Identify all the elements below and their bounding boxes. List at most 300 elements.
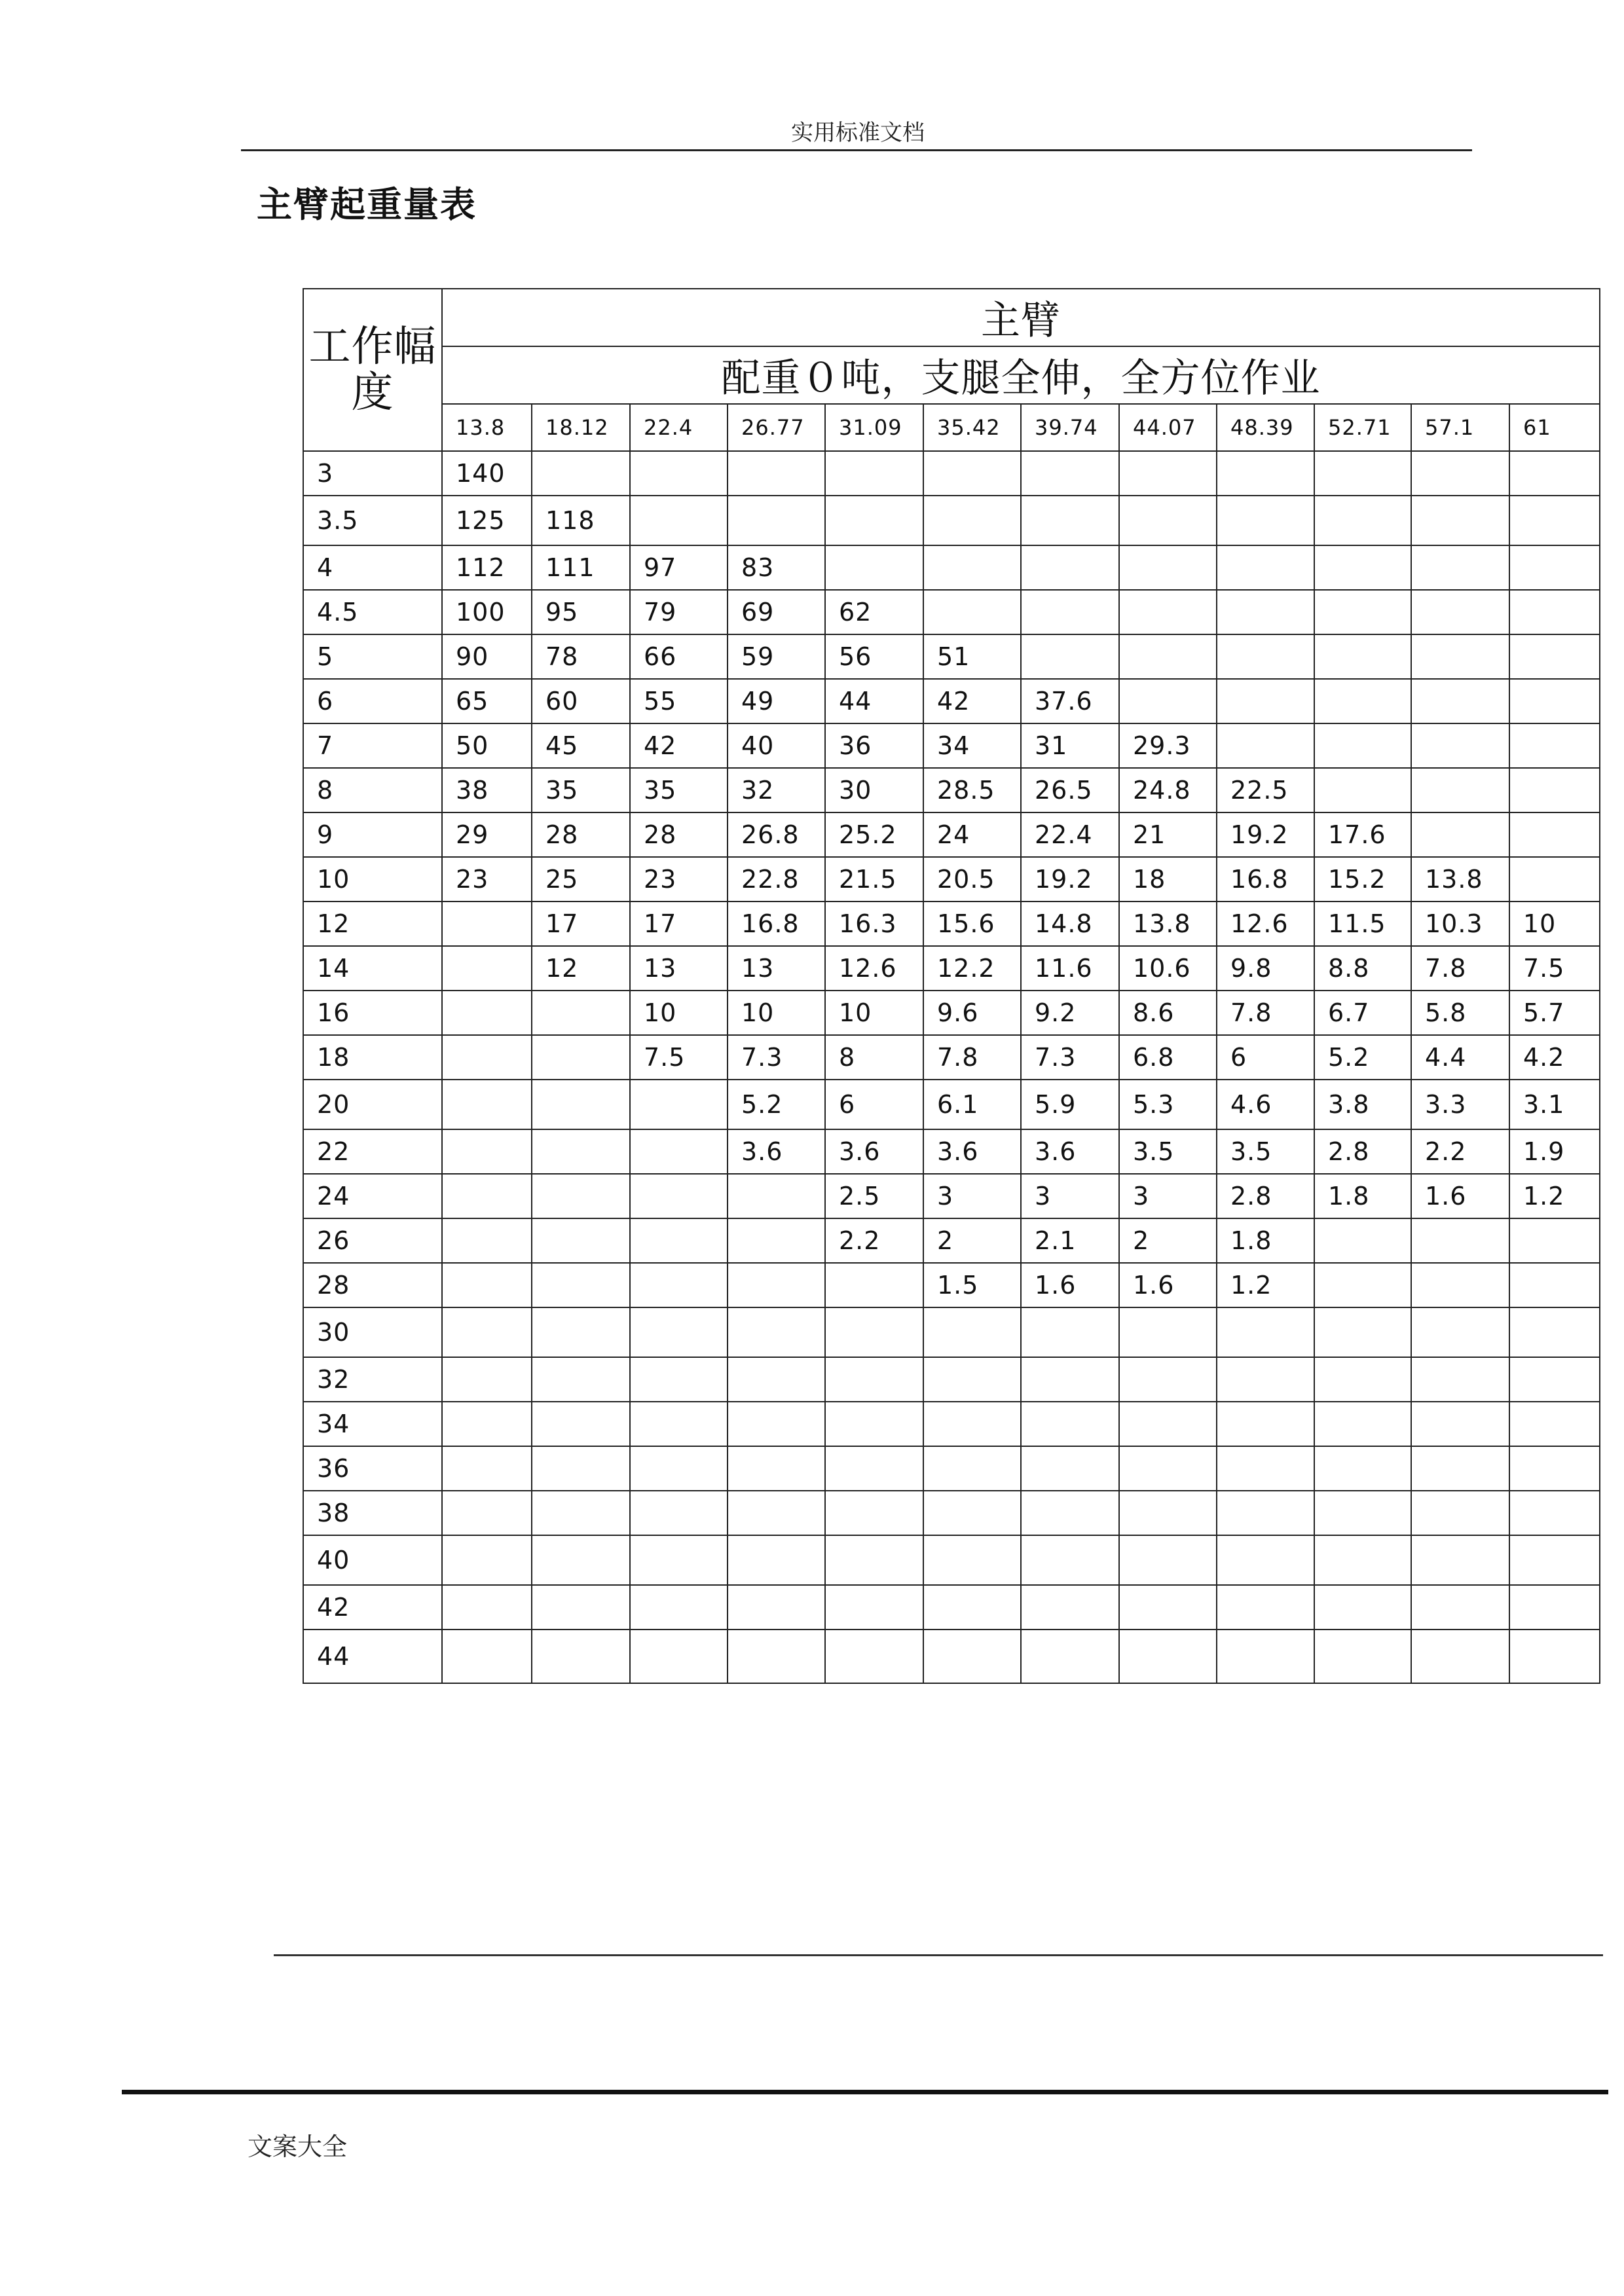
load-cell [1411, 1446, 1509, 1491]
load-cell [442, 1630, 532, 1683]
table-row [303, 1491, 1600, 1535]
load-cell [1021, 545, 1119, 590]
load-cell: 11.5 [1314, 902, 1411, 946]
load-cell [1509, 1218, 1600, 1263]
page-header: 实用标准文档 [791, 120, 925, 146]
load-cell: 35 [532, 768, 630, 812]
load-cell [1217, 1402, 1314, 1446]
load-cell: 111 [532, 545, 630, 590]
load-cell: 3.1 [1509, 1080, 1600, 1129]
load-cell [1119, 451, 1217, 496]
load-cell [630, 1402, 728, 1446]
radius-cell: 4 [303, 545, 442, 590]
load-cell: 10 [1509, 902, 1600, 946]
load-cell [1411, 451, 1509, 496]
load-cell: 29 [442, 812, 532, 857]
load-cell: 10.6 [1119, 946, 1217, 991]
boom-length-cell: 35.42 [923, 404, 1021, 451]
radius-cell: 44 [303, 1630, 442, 1683]
load-cell [1217, 1307, 1314, 1357]
load-cell: 37.6 [1021, 679, 1119, 723]
load-cell: 13 [630, 946, 728, 991]
load-cell [923, 1585, 1021, 1630]
load-cell [1509, 1357, 1600, 1402]
load-cell [442, 991, 532, 1035]
load-cell [1119, 634, 1217, 679]
radius-cell: 34 [303, 1402, 442, 1446]
boom-length-cell: 52.71 [1314, 404, 1411, 451]
document-title: 主臂起重量表 [257, 184, 477, 225]
load-cell [728, 1535, 825, 1585]
load-cell: 29.3 [1119, 723, 1217, 768]
load-cell: 12.6 [825, 946, 923, 991]
load-cell [532, 1585, 630, 1630]
load-cell [923, 1630, 1021, 1683]
load-cell: 18 [1119, 857, 1217, 902]
load-cell: 3.6 [923, 1129, 1021, 1174]
load-cell [532, 1263, 630, 1307]
load-cell: 3.5 [1217, 1129, 1314, 1174]
load-cell [1119, 1446, 1217, 1491]
load-cell [532, 1129, 630, 1174]
load-cell: 55 [630, 679, 728, 723]
boom-header: 主臂 [442, 289, 1600, 346]
load-cell [1217, 1630, 1314, 1683]
load-cell [825, 545, 923, 590]
load-cell: 100 [442, 590, 532, 634]
load-cell [1119, 1585, 1217, 1630]
load-cell: 112 [442, 545, 532, 590]
load-cell: 36 [825, 723, 923, 768]
load-cell: 10.3 [1411, 902, 1509, 946]
load-cell [442, 1535, 532, 1585]
load-cell [1021, 496, 1119, 545]
load-cell [442, 1174, 532, 1218]
radius-cell: 18 [303, 1035, 442, 1080]
radius-cell: 32 [303, 1357, 442, 1402]
load-cell [532, 1491, 630, 1535]
load-cell [1509, 857, 1600, 902]
load-cell: 17 [630, 902, 728, 946]
load-cell [630, 496, 728, 545]
load-cell [532, 1402, 630, 1446]
load-cell: 22.8 [728, 857, 825, 902]
load-cell: 28.5 [923, 768, 1021, 812]
load-cell: 14.8 [1021, 902, 1119, 946]
load-cell: 2 [1119, 1218, 1217, 1263]
load-cell: 16.8 [1217, 857, 1314, 902]
load-cell: 97 [630, 545, 728, 590]
load-cell: 6 [1217, 1035, 1314, 1080]
load-cell [1509, 679, 1600, 723]
load-cell: 1.8 [1217, 1218, 1314, 1263]
load-cell [923, 1446, 1021, 1491]
load-cell: 45 [532, 723, 630, 768]
load-cell [1314, 451, 1411, 496]
load-cell: 125 [442, 496, 532, 545]
load-cell: 10 [728, 991, 825, 1035]
load-cell: 10 [630, 991, 728, 1035]
load-cell [1314, 634, 1411, 679]
load-cell [1314, 1491, 1411, 1535]
load-cell [1217, 1357, 1314, 1402]
load-cell: 95 [532, 590, 630, 634]
load-cell [1509, 451, 1600, 496]
load-cell [442, 946, 532, 991]
load-cell [728, 1585, 825, 1630]
load-cell [923, 590, 1021, 634]
load-cell: 66 [630, 634, 728, 679]
table-row [303, 857, 1600, 902]
load-cell [825, 1585, 923, 1630]
load-cell [532, 1218, 630, 1263]
load-cell [1411, 723, 1509, 768]
load-cell [1021, 634, 1119, 679]
load-cell [630, 1263, 728, 1307]
load-cell [728, 1491, 825, 1535]
load-cell [1119, 545, 1217, 590]
load-cell [442, 1402, 532, 1446]
load-cell: 60 [532, 679, 630, 723]
load-cell: 42 [923, 679, 1021, 723]
load-cell [1314, 723, 1411, 768]
load-cell [1509, 545, 1600, 590]
load-cell: 3 [923, 1174, 1021, 1218]
load-cell: 50 [442, 723, 532, 768]
load-cell: 21 [1119, 812, 1217, 857]
boom-length-row [303, 404, 1600, 451]
load-cell [442, 1080, 532, 1129]
boom-length-cell: 22.4 [630, 404, 728, 451]
radius-header-text: 工作幅度 [308, 323, 437, 417]
load-cell [1021, 590, 1119, 634]
load-cell: 2.5 [825, 1174, 923, 1218]
load-cell: 1.5 [923, 1263, 1021, 1307]
table-row [303, 451, 1600, 496]
load-cell: 3.3 [1411, 1080, 1509, 1129]
load-cell [1314, 545, 1411, 590]
load-cell [1119, 1535, 1217, 1585]
load-cell [1509, 1491, 1600, 1535]
radius-cell: 42 [303, 1585, 442, 1630]
radius-cell: 20 [303, 1080, 442, 1129]
load-cell [1314, 768, 1411, 812]
load-cell [825, 1402, 923, 1446]
table-row [303, 768, 1600, 812]
load-cell [923, 496, 1021, 545]
table-row [303, 991, 1600, 1035]
radius-cell: 28 [303, 1263, 442, 1307]
load-cell [1509, 723, 1600, 768]
load-cell [728, 496, 825, 545]
load-cell: 9.2 [1021, 991, 1119, 1035]
load-cell [1411, 679, 1509, 723]
load-cell: 16.3 [825, 902, 923, 946]
load-cell [532, 991, 630, 1035]
table-row [303, 902, 1600, 946]
load-cell [728, 1402, 825, 1446]
load-cell: 1.2 [1509, 1174, 1600, 1218]
load-cell [728, 1357, 825, 1402]
load-cell: 2.2 [1411, 1129, 1509, 1174]
load-cell: 17.6 [1314, 812, 1411, 857]
load-cell [1509, 496, 1600, 545]
load-cell [1509, 1446, 1600, 1491]
load-cell [1314, 1307, 1411, 1357]
radius-cell: 12 [303, 902, 442, 946]
load-cell [1314, 1263, 1411, 1307]
load-cell [923, 545, 1021, 590]
load-cell: 5.2 [728, 1080, 825, 1129]
radius-cell: 9 [303, 812, 442, 857]
load-cell [923, 451, 1021, 496]
table-row [303, 1630, 1600, 1683]
table-row [303, 634, 1600, 679]
load-cell [1411, 1630, 1509, 1683]
load-cell [1217, 679, 1314, 723]
table-row [303, 1307, 1600, 1357]
load-cell [1217, 496, 1314, 545]
table-row [303, 496, 1600, 545]
load-cell [1021, 451, 1119, 496]
table-row [303, 1174, 1600, 1218]
radius-cell: 16 [303, 991, 442, 1035]
boom-length-cell: 57.1 [1411, 404, 1509, 451]
radius-cell: 3 [303, 451, 442, 496]
load-cell [1509, 1585, 1600, 1630]
load-cell: 8.8 [1314, 946, 1411, 991]
load-cell [1119, 1491, 1217, 1535]
boom-length-cell: 31.09 [825, 404, 923, 451]
load-cell: 6 [825, 1080, 923, 1129]
radius-cell: 24 [303, 1174, 442, 1218]
load-cell [1509, 812, 1600, 857]
load-cell: 5.2 [1314, 1035, 1411, 1080]
load-cell: 2.8 [1217, 1174, 1314, 1218]
load-cell: 51 [923, 634, 1021, 679]
load-cell: 3.8 [1314, 1080, 1411, 1129]
load-cell [532, 1080, 630, 1129]
load-cell [630, 1535, 728, 1585]
load-cell [1314, 1535, 1411, 1585]
load-cell [1509, 1402, 1600, 1446]
load-cell: 13.8 [1119, 902, 1217, 946]
load-cell [1314, 679, 1411, 723]
load-cell: 24.8 [1119, 768, 1217, 812]
load-cell [630, 1218, 728, 1263]
radius-cell: 36 [303, 1446, 442, 1491]
load-cell [1119, 1307, 1217, 1357]
radius-cell: 7 [303, 723, 442, 768]
radius-cell: 4.5 [303, 590, 442, 634]
load-cell: 1.2 [1217, 1263, 1314, 1307]
load-cell: 3 [1119, 1174, 1217, 1218]
load-cell [1314, 1585, 1411, 1630]
load-cell [1119, 1402, 1217, 1446]
load-cell [1411, 1585, 1509, 1630]
header-rule [241, 149, 1472, 151]
load-cell: 9.6 [923, 991, 1021, 1035]
radius-cell: 26 [303, 1218, 442, 1263]
load-cell: 15.6 [923, 902, 1021, 946]
load-cell: 12 [532, 946, 630, 991]
load-cell [630, 1446, 728, 1491]
load-cell: 19.2 [1021, 857, 1119, 902]
load-cell: 7.3 [1021, 1035, 1119, 1080]
load-cell [532, 1357, 630, 1402]
load-cell: 3.6 [825, 1129, 923, 1174]
load-cell [442, 1035, 532, 1080]
load-cell: 59 [728, 634, 825, 679]
load-cell [1021, 1357, 1119, 1402]
load-cell [532, 1307, 630, 1357]
load-cell: 11.6 [1021, 946, 1119, 991]
load-cell [1411, 590, 1509, 634]
footer-rule-upper [274, 1954, 1603, 1956]
load-cell: 26.8 [728, 812, 825, 857]
radius-header [303, 289, 442, 451]
load-cell: 10 [825, 991, 923, 1035]
load-cell [825, 496, 923, 545]
load-cell: 7.8 [1411, 946, 1509, 991]
load-cell [1119, 590, 1217, 634]
load-cell [1411, 1307, 1509, 1357]
load-cell: 90 [442, 634, 532, 679]
load-cell [1509, 1263, 1600, 1307]
load-cell: 26.5 [1021, 768, 1119, 812]
load-cell [1314, 1630, 1411, 1683]
load-cell: 34 [923, 723, 1021, 768]
load-cell: 1.6 [1119, 1263, 1217, 1307]
load-cell: 3.6 [1021, 1129, 1119, 1174]
load-cell: 3.6 [728, 1129, 825, 1174]
load-cell: 62 [825, 590, 923, 634]
load-cell [825, 1263, 923, 1307]
load-cell: 9.8 [1217, 946, 1314, 991]
table-row [303, 1080, 1600, 1129]
load-cell [442, 1218, 532, 1263]
load-cell: 17 [532, 902, 630, 946]
load-cell: 13 [728, 946, 825, 991]
load-cell [825, 1307, 923, 1357]
load-cell: 65 [442, 679, 532, 723]
radius-cell: 3.5 [303, 496, 442, 545]
radius-cell: 8 [303, 768, 442, 812]
load-cell [728, 1307, 825, 1357]
boom-length-cell: 48.39 [1217, 404, 1314, 451]
radius-cell: 38 [303, 1491, 442, 1535]
load-cell: 28 [532, 812, 630, 857]
load-cell: 69 [728, 590, 825, 634]
load-cell [1119, 679, 1217, 723]
load-cell [1217, 545, 1314, 590]
load-cell [923, 1307, 1021, 1357]
load-cell [1021, 1402, 1119, 1446]
load-chart-table [303, 288, 1600, 1684]
load-cell [442, 1446, 532, 1491]
load-cell [630, 1129, 728, 1174]
load-cell [728, 1218, 825, 1263]
load-cell: 22.4 [1021, 812, 1119, 857]
load-cell [442, 902, 532, 946]
load-cell [1411, 496, 1509, 545]
load-cell [1314, 1402, 1411, 1446]
load-cell: 5.7 [1509, 991, 1600, 1035]
load-cell [1314, 590, 1411, 634]
table-row [303, 1129, 1600, 1174]
load-cell [923, 1402, 1021, 1446]
radius-cell: 6 [303, 679, 442, 723]
table-row [303, 545, 1600, 590]
load-cell: 25.2 [825, 812, 923, 857]
load-cell [1021, 1585, 1119, 1630]
table-row [303, 1402, 1600, 1446]
load-cell: 49 [728, 679, 825, 723]
load-cell: 15.2 [1314, 857, 1411, 902]
load-cell: 56 [825, 634, 923, 679]
load-cell: 3 [1021, 1174, 1119, 1218]
load-cell [728, 1174, 825, 1218]
load-cell: 28 [630, 812, 728, 857]
load-cell: 7.3 [728, 1035, 825, 1080]
boom-length-cell: 18.12 [532, 404, 630, 451]
load-cell [630, 1174, 728, 1218]
load-cell [825, 1535, 923, 1585]
load-cell: 6.7 [1314, 991, 1411, 1035]
boom-length-cell: 13.8 [442, 404, 532, 451]
load-cell: 4.2 [1509, 1035, 1600, 1080]
load-cell [1509, 590, 1600, 634]
load-cell: 6.1 [923, 1080, 1021, 1129]
load-cell [1314, 1218, 1411, 1263]
load-cell [728, 1446, 825, 1491]
load-cell: 44 [825, 679, 923, 723]
radius-cell: 14 [303, 946, 442, 991]
load-cell [1021, 1307, 1119, 1357]
load-cell [630, 1307, 728, 1357]
load-cell [1411, 1357, 1509, 1402]
load-cell [1021, 1446, 1119, 1491]
load-cell [532, 1035, 630, 1080]
load-cell: 23 [630, 857, 728, 902]
load-cell [1217, 1446, 1314, 1491]
load-cell [1217, 590, 1314, 634]
load-cell [1509, 1630, 1600, 1683]
load-cell [1314, 1446, 1411, 1491]
load-cell [630, 1357, 728, 1402]
table-row [303, 1535, 1600, 1585]
load-cell: 1.6 [1411, 1174, 1509, 1218]
load-cell [825, 1630, 923, 1683]
radius-cell: 22 [303, 1129, 442, 1174]
load-cell: 7.5 [630, 1035, 728, 1080]
load-cell [630, 1630, 728, 1683]
load-cell [1411, 1218, 1509, 1263]
radius-cell: 30 [303, 1307, 442, 1357]
table-row [303, 1585, 1600, 1630]
load-cell [1411, 768, 1509, 812]
load-chart-table-wrapper [303, 288, 1600, 1684]
table-row [303, 1446, 1600, 1491]
load-cell: 38 [442, 768, 532, 812]
load-cell: 1.8 [1314, 1174, 1411, 1218]
load-cell [630, 1491, 728, 1535]
load-cell: 2.1 [1021, 1218, 1119, 1263]
boom-length-cell: 39.74 [1021, 404, 1119, 451]
load-cell: 5.9 [1021, 1080, 1119, 1129]
load-cell: 12.2 [923, 946, 1021, 991]
load-cell [1217, 1535, 1314, 1585]
